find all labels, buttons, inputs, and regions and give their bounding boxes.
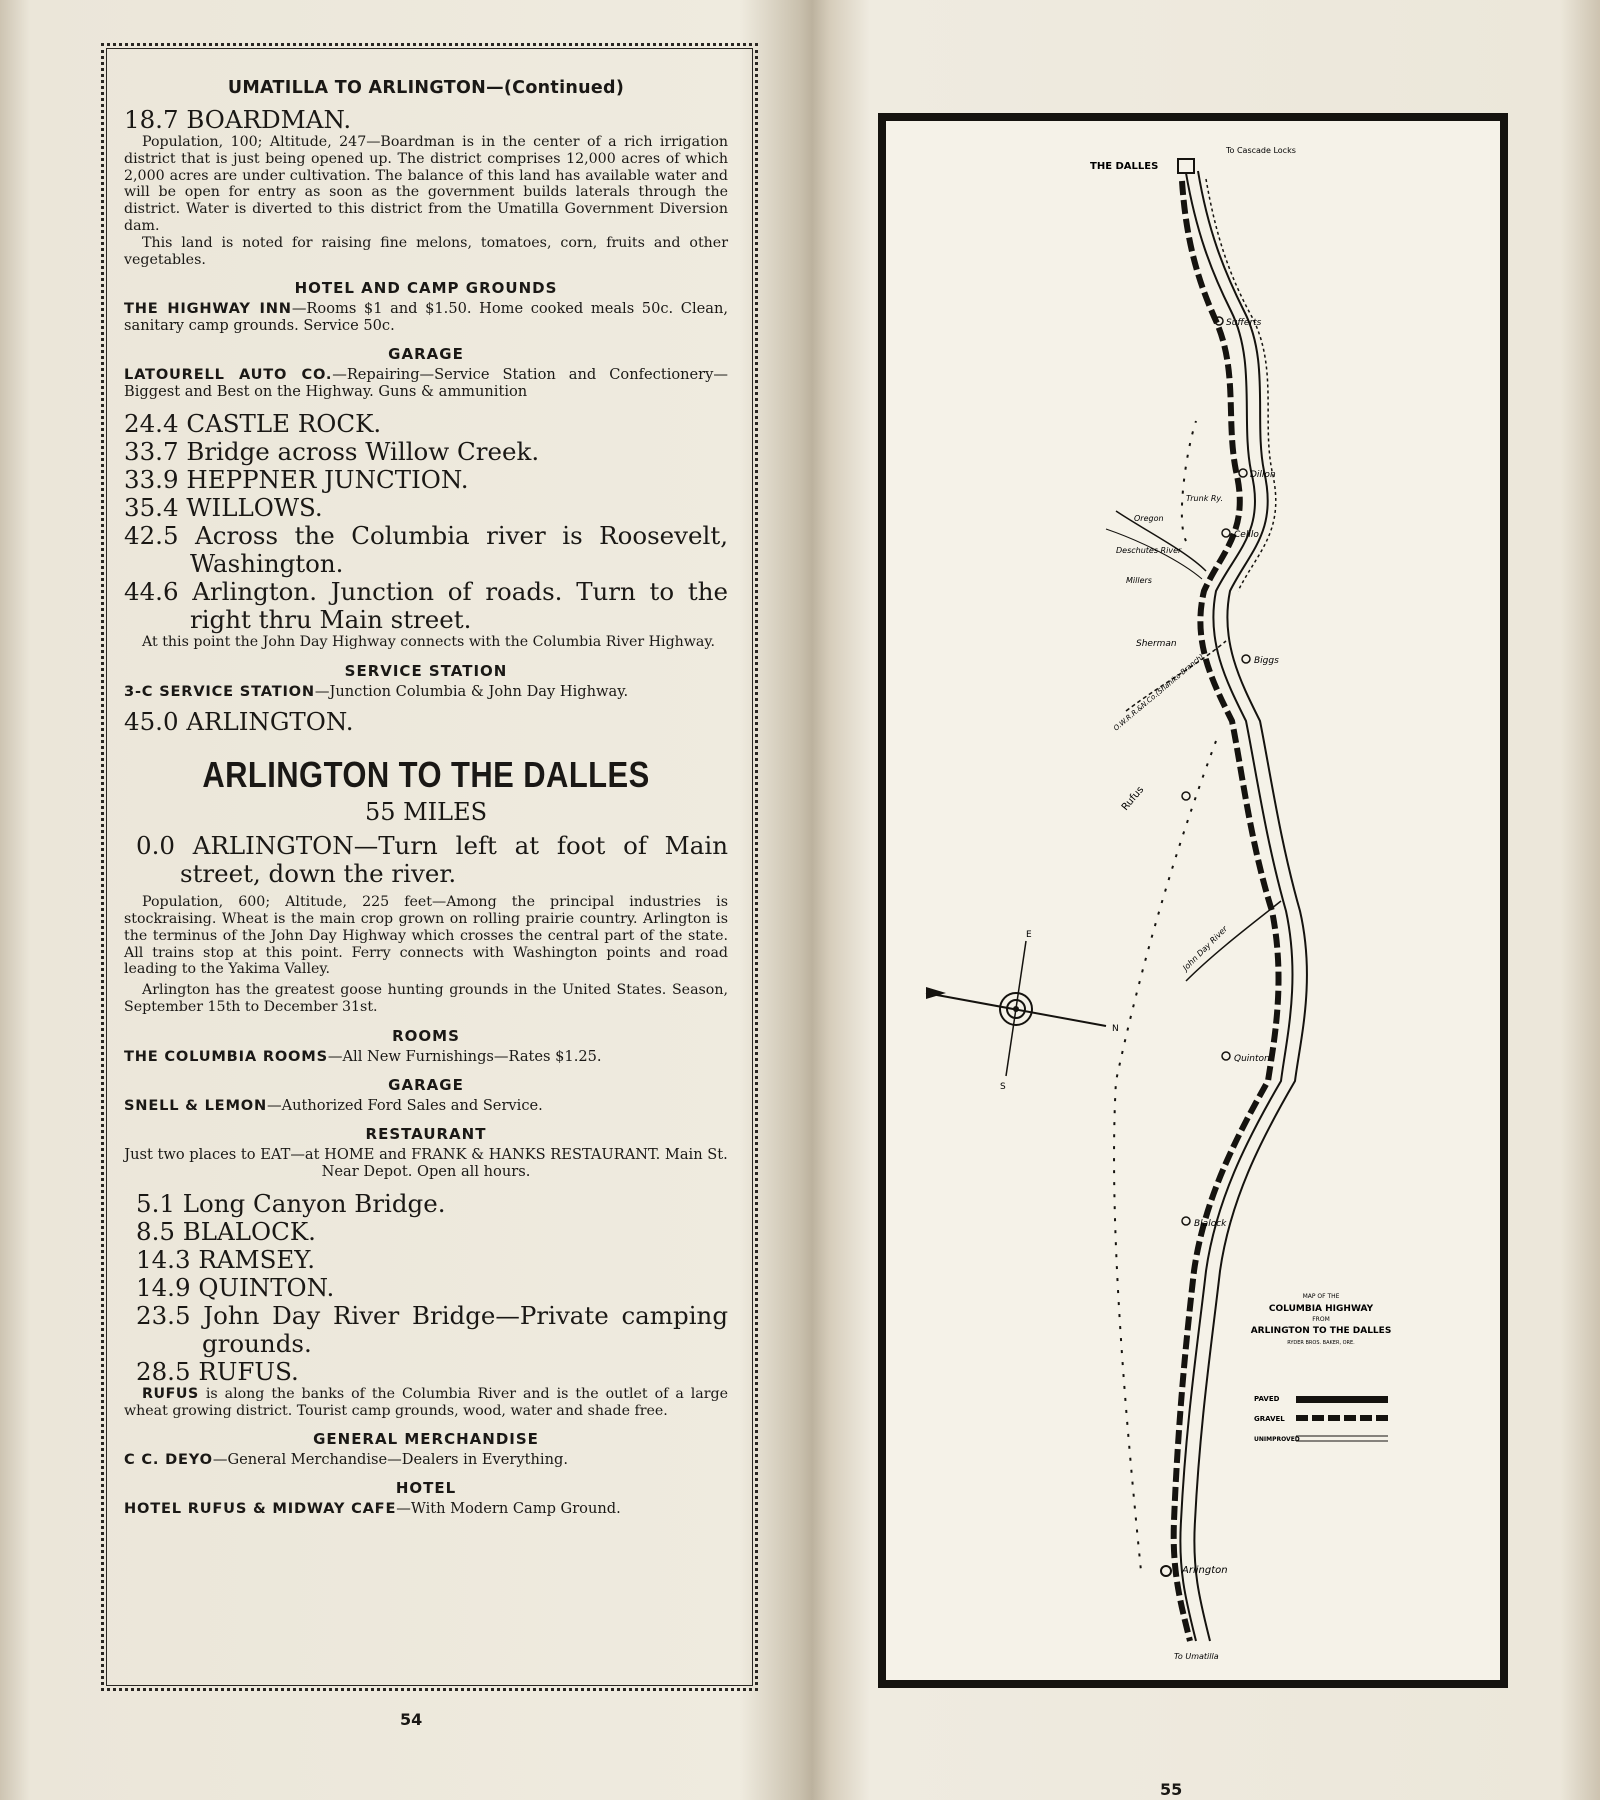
map-legend — [1251, 1293, 1392, 1443]
place-arlington: Arlington — [1182, 1565, 1228, 1576]
garage2-text: —Authorized Ford Sales and Service. — [267, 1096, 543, 1114]
legend-unimproved-label: UNIMPROVED — [1254, 1436, 1300, 1443]
legend-gravel-label: GRAVEL — [1254, 1415, 1285, 1423]
page-number-left: 54 — [400, 1710, 423, 1729]
place-dillon: Dillon — [1250, 470, 1276, 480]
rufus-name: RUFUS — [142, 1385, 199, 1402]
place-shaniko-branch: O.W.R.R.&N.Co.(Shaniko Branch) — [1112, 652, 1206, 733]
rufus-description — [124, 1386, 728, 1420]
arlington-hunting: Arlington has the greatest goose hunting grounds in the United States. Season, September 15th to December 31st. — [124, 982, 728, 1015]
arlington-description: Population, 600; Altitude, 225 feet—Among the principal industries is stockraising. Wheat is the main crop grown on rolling prairie country. Arlington is the terminus of the John Day Highway which crosses the central part of the state. All trains stop at this point. Ferry connects with Washington points and road leading to the Yakima Valley. — [124, 894, 728, 978]
hotel2-heading: HOTEL — [395, 1479, 457, 1498]
milepost: 28.5 RUFUS. — [136, 1356, 299, 1386]
place-millers: Millers — [1126, 576, 1152, 585]
milepost: 14.9 QUINTON. — [136, 1272, 335, 1302]
page-header: UMATILLA TO ARLINGTON—(Continued) — [227, 78, 625, 98]
place-john-day-river: John Day River — [1181, 924, 1230, 973]
section-title: ARLINGTON TO THE DALLES — [202, 754, 650, 796]
hotel-heading: HOTEL AND CAMP GROUNDS — [294, 279, 558, 298]
place-cascade-locks: To Cascade Locks — [1226, 146, 1296, 155]
boardman-description: Population, 100; Altitude, 247—Boardman is in the center of a rich irrigation district that is just being opened up. The district comprises 12,000 acres of which 2,000 acres are under cultivation. The balance of this land has available water and will be open for entry as soon as the government builds laterals through the district. Water is diverted to this district from the Umatilla Government Diversion dam. — [124, 134, 728, 234]
hotel-listing — [124, 300, 728, 334]
rooms-name: THE COLUMBIA ROOMS — [124, 1047, 328, 1065]
start-line: 0.0 ARLINGTON—Turn left at foot of Main street, down the river. — [136, 831, 728, 889]
biggs-marker — [1242, 655, 1250, 663]
merch-listing — [124, 1451, 728, 1468]
legend-paved-label: PAVED — [1254, 1395, 1280, 1403]
milepost: 33.7 Bridge across Willow Creek. — [124, 437, 540, 467]
garage2-listing — [124, 1097, 728, 1114]
garage-heading: GARAGE — [388, 345, 464, 364]
place-trunk-ry: Trunk Ry. — [1186, 494, 1224, 503]
hotel2-listing — [124, 1500, 728, 1517]
milepost: 8.5 BLALOCK. — [136, 1216, 316, 1246]
milepost-boardman: 18.7 BOARDMAN. — [124, 105, 352, 134]
page-number-right: 55 — [1160, 1780, 1183, 1799]
hotel2-name: HOTEL RUFUS & MIDWAY CAFE — [124, 1500, 397, 1518]
merch-name: C C. DEYO — [124, 1451, 213, 1469]
place-blalock: Blalock — [1194, 1219, 1227, 1229]
garage-name: LATOURELL AUTO CO. — [124, 366, 333, 384]
merch-heading: GENERAL MERCHANDISE — [313, 1430, 539, 1449]
hotel-name: THE HIGHWAY INN — [124, 300, 292, 318]
rufus-text: is along the banks of the Columbia River and is the outlet of a large wheat growing district. Tourist camp grounds, wood, water and shade free. — [124, 1385, 728, 1419]
milepost: 5.1 Long Canyon Bridge. — [136, 1188, 446, 1218]
section-miles: 55 MILES — [364, 798, 488, 827]
service-name: 3-C SERVICE STATION — [124, 683, 315, 701]
hotel2-text: —With Modern Camp Ground. — [396, 1500, 621, 1518]
arlington-marker — [1161, 1566, 1171, 1576]
merch-text: —General Merchandise—Dealers in Everything. — [212, 1451, 568, 1469]
garage2-name: SNELL & LEMON — [124, 1096, 267, 1114]
compass-s: S — [1000, 1082, 1006, 1092]
legend-title-3: FROM — [1312, 1316, 1330, 1323]
boardman-produce: This land is noted for raising fine melons, tomatoes, corn, fruits and other vegetables. — [124, 234, 728, 268]
milepost: 44.6 Arlington. Junction of roads. Turn to the right thru Main street. — [124, 577, 728, 635]
milepost-arlington: 45.0 ARLINGTON. — [124, 707, 354, 737]
place-celilo: Celilo — [1234, 530, 1259, 540]
john-day-river — [1186, 901, 1281, 981]
compass-e: E — [1026, 930, 1032, 940]
the-dalles-marker — [1178, 159, 1194, 173]
celilo-marker — [1222, 529, 1230, 537]
service-listing — [124, 683, 728, 700]
left-page-content — [124, 78, 728, 1517]
garage-text: —Repairing—Service Station and Confectionery—Biggest and Best on the Highway. Guns & ammunition — [124, 366, 728, 401]
hotel-text: —Rooms $1 and $1.50. Home cooked meals 50c. Clean, sanitary camp grounds. Service 50c. — [124, 300, 728, 335]
compass-rose — [926, 930, 1119, 1092]
route-map — [878, 113, 1508, 1688]
junction-note: At this point the John Day Highway connects with the Columbia River Highway. — [142, 634, 716, 651]
legend-title-2: COLUMBIA HIGHWAY — [1268, 1304, 1374, 1314]
blalock-marker — [1182, 1217, 1190, 1225]
legend-paved-swatch — [1296, 1396, 1388, 1403]
legend-title-4: ARLINGTON TO THE DALLES — [1250, 1326, 1392, 1336]
milepost: 35.4 WILLOWS. — [124, 493, 323, 523]
place-deschutes: Deschutes River — [1116, 546, 1182, 555]
map-svg — [886, 121, 1500, 1680]
garage2-heading: GARAGE — [388, 1075, 464, 1094]
unimproved-road — [1182, 421, 1196, 541]
restaurant-heading: RESTAURANT — [365, 1124, 487, 1143]
rufus-marker — [1182, 792, 1190, 800]
place-sufferts: Sufferts — [1226, 318, 1262, 328]
place-the-dalles: THE DALLES — [1090, 161, 1159, 172]
legend-title-1: MAP OF THE — [1302, 1293, 1340, 1300]
place-oregon: Oregon — [1134, 514, 1164, 523]
river-bank-north — [1194, 171, 1307, 1641]
service-heading: SERVICE STATION — [344, 662, 508, 681]
milepost: 33.9 HEPPNER JUNCTION. — [124, 465, 469, 495]
restaurant-text: Just two places to EAT—at HOME and FRANK & HANKS RESTAURANT. Main St. Near Depot. Open all hours. — [124, 1145, 728, 1180]
rooms-heading: ROOMS — [392, 1026, 460, 1045]
rooms-listing — [124, 1048, 728, 1065]
milepost: 23.5 John Day River Bridge—Private camping grounds. — [136, 1300, 728, 1358]
place-biggs: Biggs — [1254, 656, 1279, 666]
service-text: —Junction Columbia & John Day Highway. — [314, 683, 629, 701]
dillon-marker — [1239, 469, 1247, 477]
legend-credit: RYDER BROS. BAKER, ORE. — [1287, 1340, 1355, 1346]
milepost: 14.3 RAMSEY. — [136, 1244, 316, 1274]
garage-listing — [124, 366, 728, 400]
rooms-text: —All New Furnishings—Rates $1.25. — [327, 1047, 602, 1065]
milepost: 24.4 CASTLE ROCK. — [124, 409, 382, 439]
quinton-marker — [1222, 1052, 1230, 1060]
milepost: 42.5 Across the Columbia river is Roosevelt, Washington. — [124, 521, 728, 579]
place-rufus: Rufus — [1119, 784, 1147, 813]
place-to-umatilla: To Umatilla — [1174, 1652, 1219, 1661]
compass-n: N — [1112, 1024, 1119, 1034]
place-sherman: Sherman — [1136, 639, 1177, 649]
place-quinton: Quinton — [1234, 1054, 1270, 1064]
